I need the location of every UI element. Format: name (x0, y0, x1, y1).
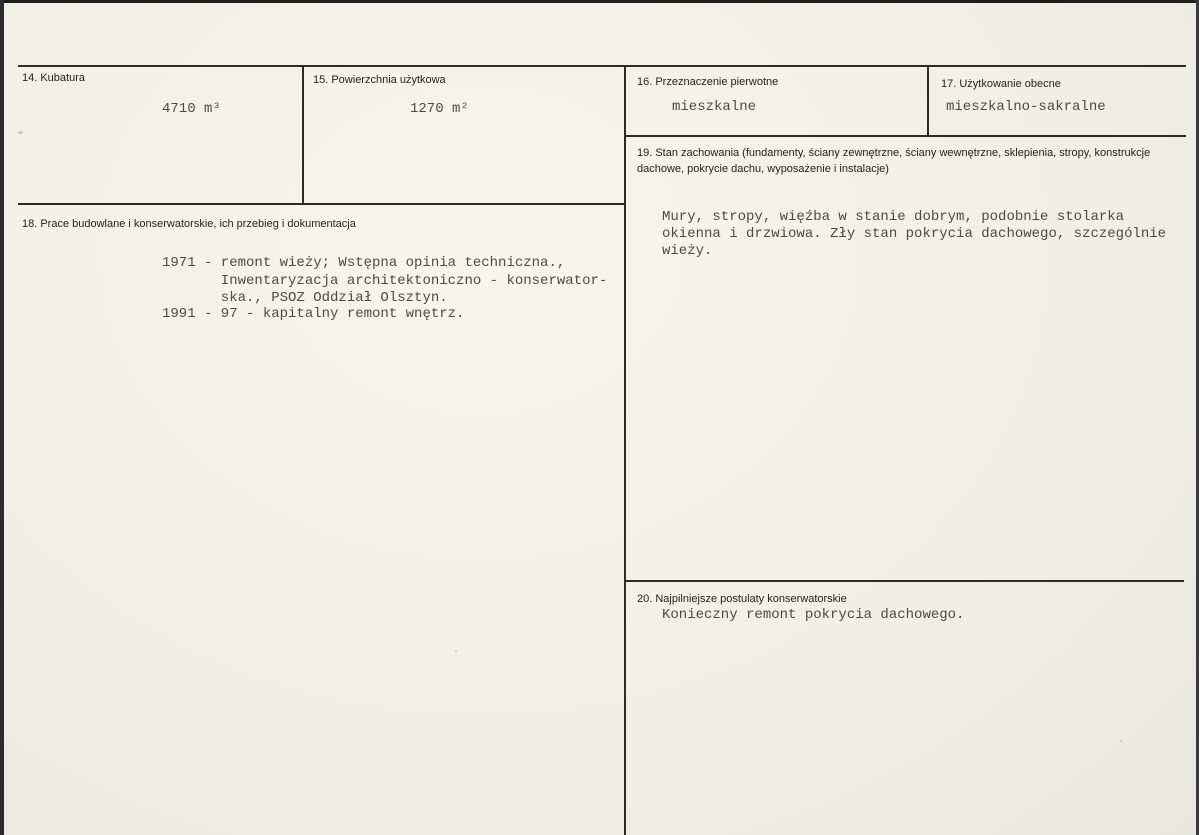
scan-edge-left (0, 0, 4, 835)
field-19-line: okienna i drzwiowa. Zły stan pokrycia dachowego, szczególnie (662, 226, 1167, 242)
field-18-label: 18. Prace budowlane i konserwatorskie, ich przebieg i dokumentacja (22, 218, 356, 230)
field-19-label: 19. Stan zachowania (fundamenty, ściany zewnętrzne, ściany wewnętrzne, sklepienia, stropy, konstrukcje dachowe, pokrycie dachu, wyposażenie i instalacje) (637, 147, 1151, 175)
field-14-label: 14. Kubatura (22, 72, 85, 84)
top-rule (18, 65, 1186, 67)
field-18-line: 1971 - remont wieży; Wstępna opinia techniczna., (162, 255, 566, 271)
field-16-label: 16. Przeznaczenie pierwotne (637, 76, 779, 88)
field-15-label: 15. Powierzchnia użytkowa (313, 74, 446, 86)
divider-center (624, 65, 626, 835)
field-19-line: wieży. (662, 243, 713, 259)
divider-14-15 (302, 65, 304, 205)
paper-speck (455, 650, 457, 652)
paper-speck (18, 131, 23, 134)
scan-edge-top (0, 0, 1199, 3)
field-17-label: 17. Użytkowanie obecne (941, 78, 1061, 90)
field-19-line: Mury, stropy, więźba w stanie dobrym, podobnie stolarka (662, 209, 1125, 225)
divider-16-17 (927, 65, 929, 137)
field-16-value: mieszkalne (672, 99, 757, 115)
rule-under-16-17 (626, 135, 1186, 137)
field-20-label: 20. Najpilniejsze postulaty konserwatorskie (637, 593, 847, 605)
field-20-value: Konieczny remont pokrycia dachowego. (662, 607, 965, 623)
field-18-line: 1991 - 97 - kapitalny remont wnętrz. (162, 306, 465, 322)
field-17-value: mieszkalno-sakralne (946, 99, 1106, 115)
field-18-line: ska., PSOZ Oddział Olsztyn. (162, 290, 448, 306)
field-14-value: 4710 m³ (162, 101, 221, 117)
rule-under-14-15 (18, 203, 625, 205)
rule-above-20 (626, 580, 1184, 582)
field-15-value: 1270 m² (410, 101, 469, 117)
field-18-line: Inwentaryzacja architektoniczno - konserwator- (162, 273, 608, 289)
paper-speck (1120, 740, 1122, 742)
